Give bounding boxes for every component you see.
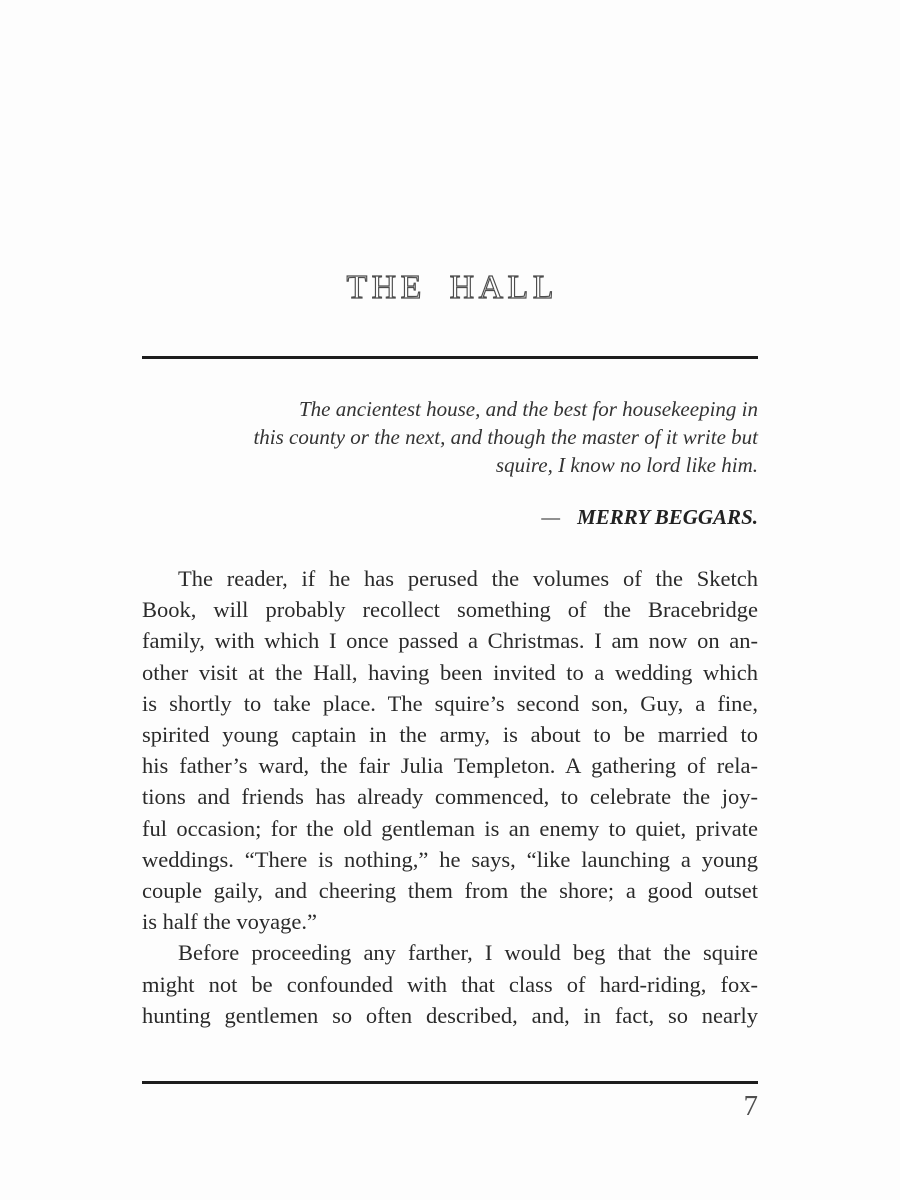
attribution-dash: — [541, 505, 561, 529]
page-number: 7 [743, 1090, 758, 1122]
body-line: other visit at the Hall, having been invited to a wedding which [142, 659, 758, 685]
top-rule [142, 356, 758, 359]
body-line: family, with which I once passed a Christmas. I am now on an- [142, 628, 758, 654]
epigraph-lines [142, 395, 758, 479]
body-line: Book, will probably recollect something of the Bracebridge [142, 597, 758, 623]
body-line: might not be confounded with that class of hard-riding, fox- [142, 971, 758, 997]
paragraph [142, 563, 758, 937]
paragraph [142, 937, 758, 1031]
body-line: weddings. “There is nothing,” he says, “like launching a young [142, 846, 758, 872]
body-line: his father’s ward, the fair Julia Templeton. A gathering of rela- [142, 753, 758, 779]
body-line: couple gaily, and cheering them from the shore; a good outset [142, 878, 758, 904]
chapter-title: THE HALL [346, 269, 558, 306]
epigraph-line: this county or the next, and though the master of it write but [253, 425, 758, 449]
body-line: spirited young captain in the army, is about to be married to [142, 722, 758, 748]
body-line: is shortly to take place. The squire’s second son, Guy, a fine, [142, 690, 758, 716]
body-line: ful occasion; for the old gentleman is an enemy to quiet, private [142, 815, 758, 841]
bottom-rule [142, 1081, 758, 1084]
epigraph-line: squire, I know no lord like him. [495, 453, 758, 477]
body-line: tions and friends has already commenced, to celebrate the joy- [142, 784, 758, 810]
body-text [142, 563, 758, 1031]
body-line: is half the voyage.” [142, 909, 317, 935]
body-line: hunting gentlemen so often described, and, in fact, so nearly [142, 1002, 758, 1028]
attribution-text: MERRY BEGGARS. [577, 505, 758, 529]
epigraph-attribution [142, 503, 758, 531]
epigraph-line: The ancientest house, and the best for housekeeping in [299, 397, 758, 421]
body-line: The reader, if he has perused the volumes of the Sketch [178, 566, 758, 591]
epigraph [142, 395, 758, 479]
body-line: Before proceeding any farther, I would beg that the squire [178, 940, 758, 966]
